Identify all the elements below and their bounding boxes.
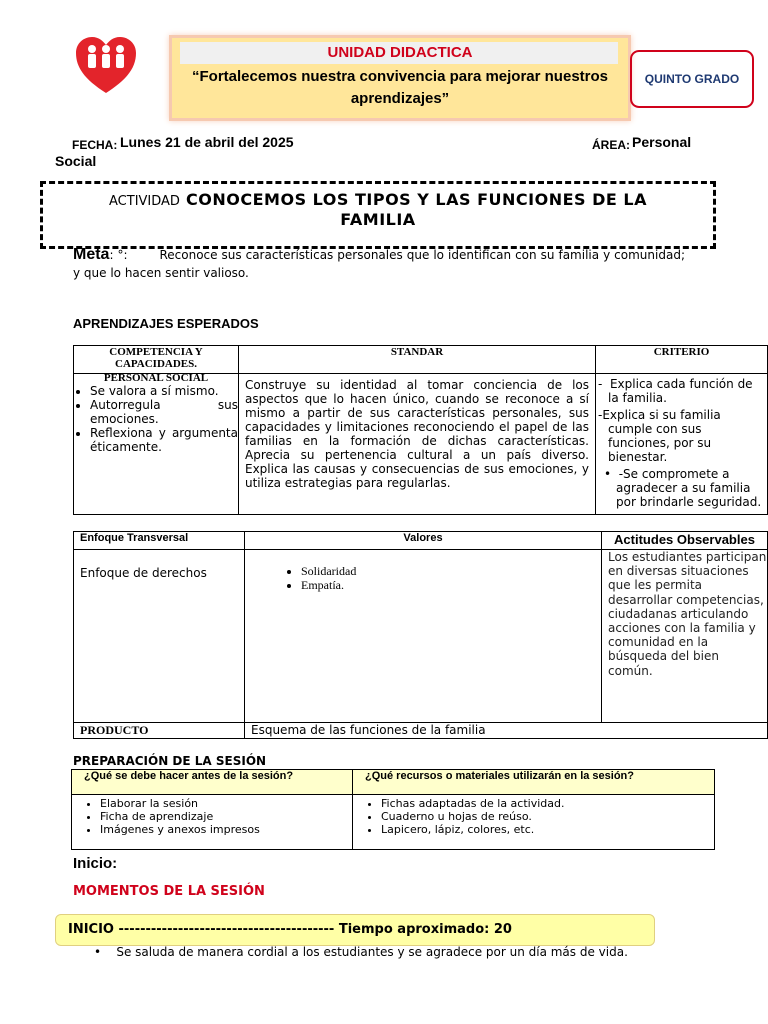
criterio-text: Explica cada función de la familia. — [608, 377, 753, 405]
header-valores: Valores — [245, 532, 602, 550]
criterio-item-3: • -Se compromete a agradecer a su familia por brindarle seguridad. — [604, 467, 762, 509]
grade-badge: QUINTO GRADO — [630, 50, 754, 108]
header-standar: STANDAR — [239, 346, 596, 374]
list-item: • Se valora a sí mismo. — [90, 384, 238, 398]
fecha-label: FECHA: — [72, 138, 118, 152]
fecha-value: Lunes 21 de abril del 2025 — [120, 134, 294, 150]
meta-suffix: : °: — [109, 248, 128, 262]
header-enfoque: Enfoque Transversal — [74, 532, 245, 550]
list-item: • Cuaderno u hojas de reúso. — [381, 810, 714, 823]
actividad-label: ACTIVIDAD — [109, 194, 180, 209]
recursos-list — [353, 797, 714, 836]
meta-label: Meta — [73, 246, 110, 263]
enfoque-text: Enfoque de derechos — [74, 550, 245, 723]
list-item: • Solidaridad — [301, 564, 601, 578]
actividad-title-1: CONOCEMOS LOS TIPOS Y LAS FUNCIONES DE LA — [186, 190, 647, 209]
saluda-text: Se saluda de manera cordial a los estudiantes y se agradece por un día más de vida. — [116, 945, 628, 959]
aprendizajes-title: APRENDIZAJES ESPERADOS — [73, 316, 259, 331]
criterio-text: -Se compromete a agradecer a su familia por brindarle seguridad. — [616, 467, 762, 509]
antes-list — [72, 797, 352, 836]
preparacion-table — [71, 769, 715, 850]
criterio-item-2: -Explica si su familia cumple con sus funciones, por su bienestar. — [598, 408, 721, 464]
header-recursos: ¿Qué recursos o materiales utilizarán en la sesión? — [353, 770, 715, 795]
area-label: ÁREA: — [592, 138, 630, 152]
saluda-item: • Se saluda de manera cordial a los estudiantes y se agradece por un día más de vida. — [94, 945, 628, 959]
meta-paragraph — [73, 246, 685, 282]
valores-list — [245, 564, 601, 592]
momentos-title: MOMENTOS DE LA SESIÓN — [73, 884, 265, 899]
capacidades-list — [74, 384, 238, 454]
criterio-text: Explica si su familia cumple con sus funciones, por su bienestar. — [602, 408, 721, 464]
title-box — [172, 38, 628, 118]
area-value-cont: Social — [55, 153, 97, 169]
list-item: • Ficha de aprendizaje — [100, 810, 352, 823]
producto-label: PRODUCTO — [74, 723, 245, 739]
list-item: • Elaborar la sesión — [100, 797, 352, 810]
list-item: • Autorregula sus emociones. — [90, 398, 238, 426]
subtitle-line-1: “Fortalecemos nuestra convivencia para mejorar nuestros — [192, 68, 608, 85]
header-actitudes: Actitudes Observables — [602, 532, 768, 550]
list-item: • Fichas adaptadas de la actividad. — [381, 797, 714, 810]
actividad-box — [40, 181, 716, 249]
list-item: • Imágenes y anexos impresos — [100, 823, 352, 836]
area-value: Personal — [632, 134, 692, 150]
fe-y-alegria-logo — [74, 35, 138, 97]
meta-text: Reconoce sus características personales que lo identifican con su familia y comunidad; y que lo hacen sentir valioso. — [73, 248, 685, 280]
header-antes: ¿Qué se debe hacer antes de la sesión? — [72, 770, 353, 795]
header-criterio: CRITERIO — [596, 346, 768, 374]
list-item: • Empatía. — [301, 578, 601, 592]
header-competencia: COMPETENCIA Y CAPACIDADES. — [74, 346, 239, 374]
competencia-title: PERSONAL SOCIAL — [103, 372, 209, 384]
inicio-heading: Inicio: — [73, 855, 118, 872]
actividad-title-line-1 — [43, 190, 713, 209]
list-item: • Lapicero, lápiz, colores, etc. — [381, 823, 714, 836]
subtitle-line-2: aprendizajes” — [350, 90, 450, 107]
producto-value: Esquema de las funciones de la familia — [245, 723, 768, 739]
unit-subtitle — [178, 66, 622, 110]
actividad-title-2: FAMILIA — [340, 210, 416, 229]
list-item: • Reflexiona y argumenta éticamente. — [90, 426, 238, 454]
inicio-bar: INICIO ---------------------------------------- Tiempo aproximado: 20 — [55, 914, 655, 946]
criterio-item-1: - Explica cada función de la familia. — [598, 377, 753, 405]
preparacion-title: PREPARACIÓN DE LA SESIÓN — [73, 754, 267, 768]
enfoque-table — [73, 531, 768, 739]
unidad-title: UNIDAD DIDACTICA — [327, 44, 473, 61]
actitudes-text: Los estudiantes participan en diversas situaciones que les permita desarrollar competencias, ciudadanas articulando acciones con la familia y comunidad en la búsqueda del bien común. — [602, 550, 768, 723]
standar-text: Construye su identidad al tomar conciencia de los aspectos que lo hacen único, cuando se reconoce a sí mismo a partir de sus características personales, sus capacidades y limitaciones reconociendo el papel de las familias en la formación de dichas características. Aprecia su pertenencia cultural a un país diverso. Explica las causas y consecuencias de sus emociones, y utiliza estrategias para regularlas. — [239, 374, 596, 515]
aprendizajes-table — [73, 345, 768, 515]
